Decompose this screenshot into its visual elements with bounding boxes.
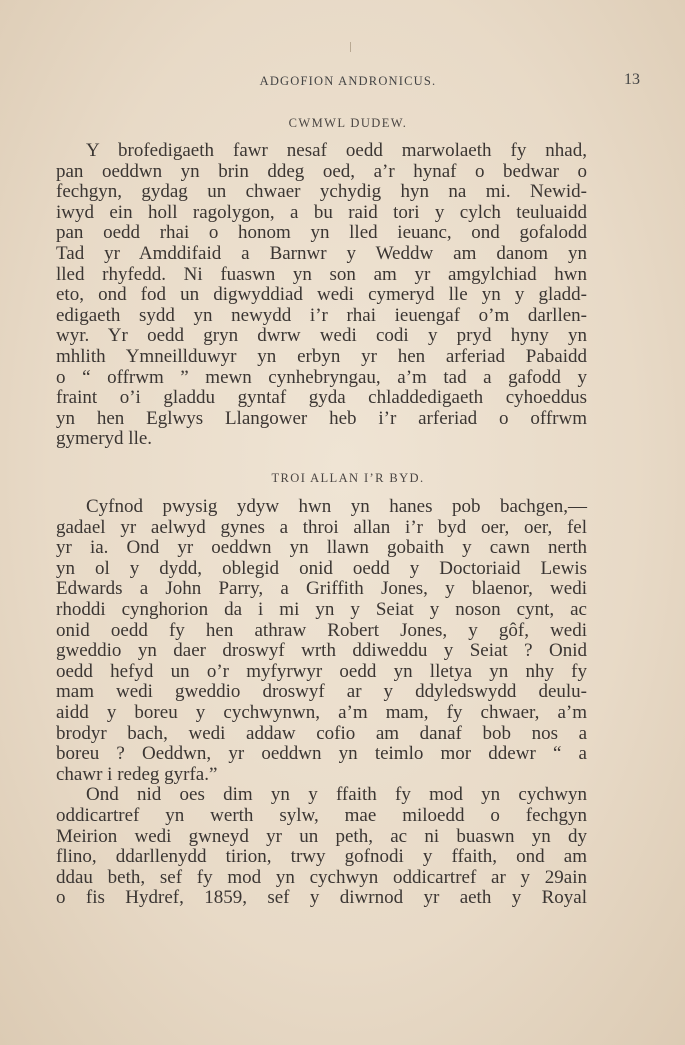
text-line: Edwards a John Parry, a Griffith Jones, y blaenor, wedi [56, 578, 587, 600]
text-line: o “ offrwm ” mewn cynhebryngau, a’m tad a gafodd y [56, 366, 587, 388]
text-line: gymeryd lle. [56, 428, 153, 450]
text-line: iwyd ein holl ragolygon, a bu raid tori y cylch teuluaidd [56, 201, 587, 223]
text-line: flino, ddarllenydd tirion, trwy gofnodi y ffaith, ond am [56, 846, 587, 868]
running-head [56, 71, 640, 94]
text-line: fraint o’i gladdu gyntaf gyda chladdedigaeth cyhoeddus [56, 387, 587, 409]
text-line: brodyr bach, wedi addaw cofio am danaf bob nos a [56, 722, 587, 744]
text-line: gweddio yn daer droswyf wrth ddiweddu y Seiat ? Onid [56, 640, 587, 662]
text-line: lled rhyfedd. Ni fuaswn yn son am yr amgylchiad hwn [56, 263, 587, 285]
page-number: 13 [624, 71, 640, 88]
text-line: gadael yr aelwyd gynes a throi allan i’r byd oer, oer, fel [56, 516, 587, 538]
running-title: ADGOFION ANDRONICUS. [259, 74, 437, 88]
text-line: pan oedd rhai o honom yn lled ieuanc, ond gofalodd [56, 222, 587, 244]
text-line: Tad yr Amddifaid a Barnwr y Weddw am danom yn [56, 242, 587, 264]
text-line: boreu ? Oeddwn, yr oeddwn yn teimlo mor ddewr “ a [56, 743, 587, 765]
text-line: aidd y boreu y cychwynwn, a’m mam, fy chwaer, a’m [56, 701, 587, 723]
text-line: yn ol y dydd, oblegid onid oedd y Doctoriaid Lewis [56, 557, 587, 579]
text-line: Y brofedigaeth fawr nesaf oedd marwolaeth fy nhad, [86, 140, 587, 161]
text-line: Ond nid oes dim yn y ffaith fy mod yn cychwyn [86, 784, 587, 806]
text-line: oedd hefyd un o’r myfyrwyr oedd yn lletya yn nhy fy [56, 660, 587, 682]
text-line: ddau beth, sef fy mod yn cychwyn oddicartref ar y 29ain [56, 866, 587, 888]
section-heading-troi-allan: TROI ALLAN I’R BYD. [271, 471, 425, 485]
text-line: yr ia. Ond yr oeddwn yn llawn gobaith y cawn nerth [56, 537, 587, 559]
text-line: pan oeddwn yn brin ddeg oed, a’r hynaf o bedwar o [56, 160, 587, 182]
text-line: edigaeth sydd yn newydd i’r rhai ieuengaf o’m darllen- [56, 304, 587, 326]
text-line: mhlith Ymneillduwyr yn erbyn yr hen arferiad Pabaidd [56, 345, 587, 367]
text-line: rhoddi cynghorion da i mi yn y Seiat y noson cynt, ac [56, 598, 587, 620]
text-line: o fis Hydref, 1859, sef y diwrnod yr aeth y Royal [56, 887, 587, 909]
text-line: chawr i redeg gyrfa.” [56, 763, 218, 785]
section-body-cwmwl-dudew [56, 141, 587, 450]
text-line: fechgyn, gydag un chwaer ychydig hyn na mi. Newid- [56, 181, 587, 203]
paper-mark [350, 42, 351, 52]
text-line: Meirion wedi gwneyd yr un peth, ac ni buaswn yn dy [56, 825, 587, 847]
section-heading-cwmwl-dudew: CWMWL DUDEW. [288, 116, 408, 130]
text-line: mam wedi gweddio droswyf ar y ddyledswydd deulu- [56, 681, 587, 703]
text-line: wyr. Yr oedd gryn dwrw wedi codi y pryd hyny yn [56, 325, 587, 347]
text-line: oddicartref yn werth sylw, mae miloedd o fechgyn [56, 804, 587, 826]
text-line: yn hen Eglwys Llangower heb i’r arferiad o offrwm [56, 407, 587, 429]
text-line: Cyfnod pwysig ydyw hwn yn hanes pob bachgen,— [86, 496, 587, 517]
text-line: eto, ond fod un digwyddiad wedi cymeryd lle yn y gladd- [56, 284, 587, 306]
section-body-troi-allan [56, 497, 587, 909]
text-line: onid oedd fy hen athraw Robert Jones, y gôf, wedi [56, 619, 587, 641]
